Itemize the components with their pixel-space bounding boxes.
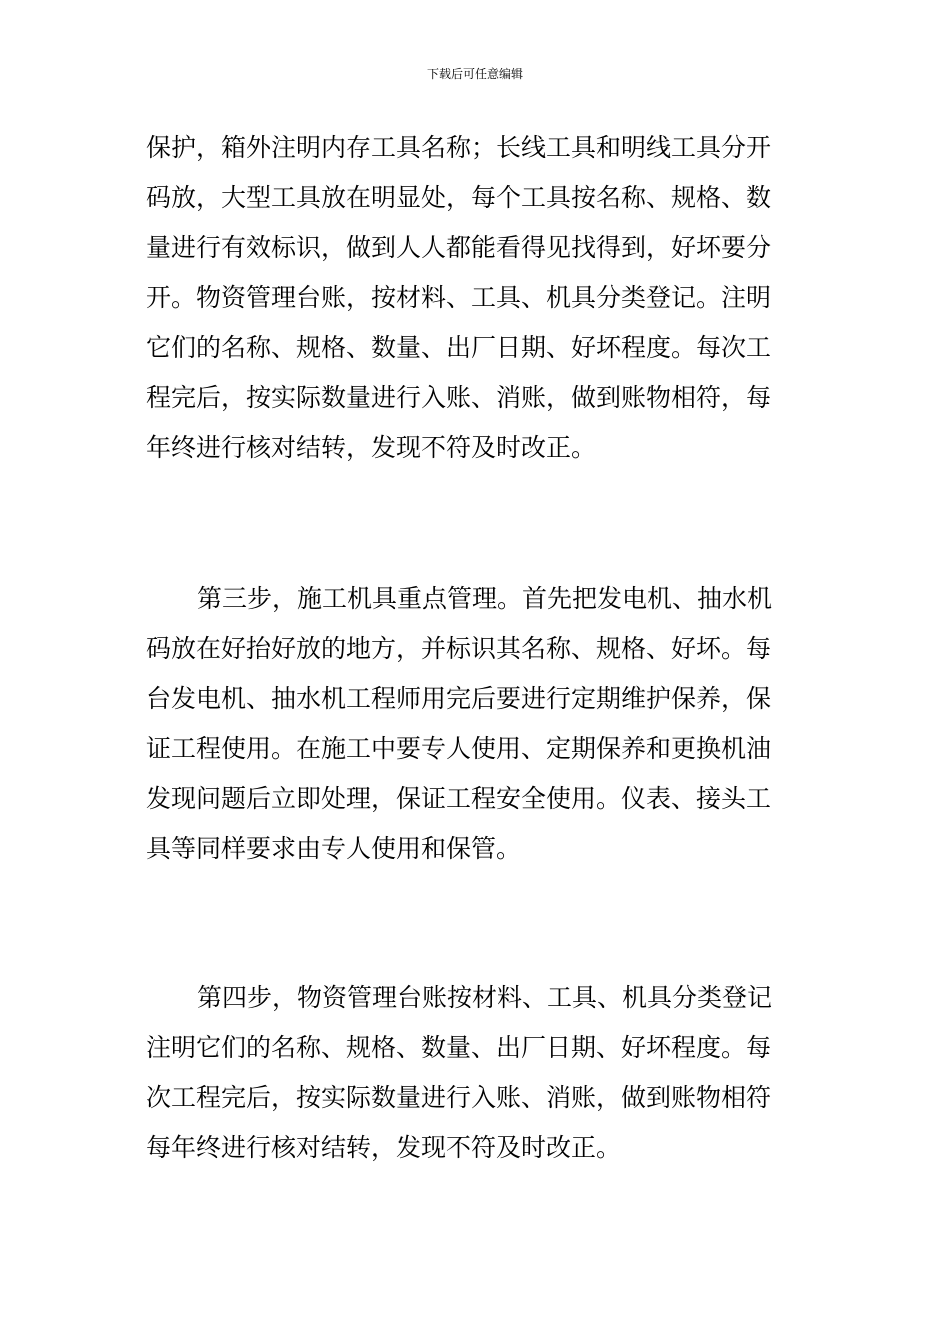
page-header: 下载后可任意编辑 (426, 67, 523, 81)
text-line: 年终进行核对结转，发现不符及时改正。 (146, 433, 597, 462)
text-line: 第四步，物资管理台账按材料、工具、机具分类登记 (197, 983, 773, 1012)
text-line: 台发电机、抽水机工程师用完后要进行定期维护保养，保 (146, 684, 772, 713)
text-line: 发现问题后立即处理，保证工程安全使用。仪表、接头工 (146, 784, 772, 813)
text-line: 码放在好抬好放的地方，并标识其名称、规格、好坏。每 (146, 634, 772, 663)
text-line: 证工程使用。在施工中要专人使用、定期保养和更换机油 (146, 734, 772, 763)
text-line: 程完后，按实际数量进行入账、消账，做到账物相符，每 (146, 383, 772, 412)
text-line: 次工程完后，按实际数量进行入账、消账，做到账物相符 (146, 1083, 772, 1112)
text-line: 量进行有效标识，做到人人都能看得见找得到，好坏要分 (146, 233, 772, 262)
text-line: 开。物资管理台账，按材料、工具、机具分类登记。注明 (146, 283, 772, 312)
text-line: 每年终进行核对结转，发现不符及时改正。 (146, 1133, 622, 1162)
text-line: 它们的名称、规格、数量、出厂日期、好坏程度。每次工 (146, 333, 772, 362)
text-line: 第三步，施工机具重点管理。首先把发电机、抽水机 (197, 584, 773, 613)
text-line: 具等同样要求由专人使用和保管。 (146, 834, 522, 863)
text-line: 码放，大型工具放在明显处，每个工具按名称、规格、数 (146, 183, 772, 212)
text-line: 注明它们的名称、规格、数量、出厂日期、好坏程度。每 (146, 1033, 772, 1062)
text-line: 保护，箱外注明内存工具名称；长线工具和明线工具分开 (146, 133, 772, 162)
